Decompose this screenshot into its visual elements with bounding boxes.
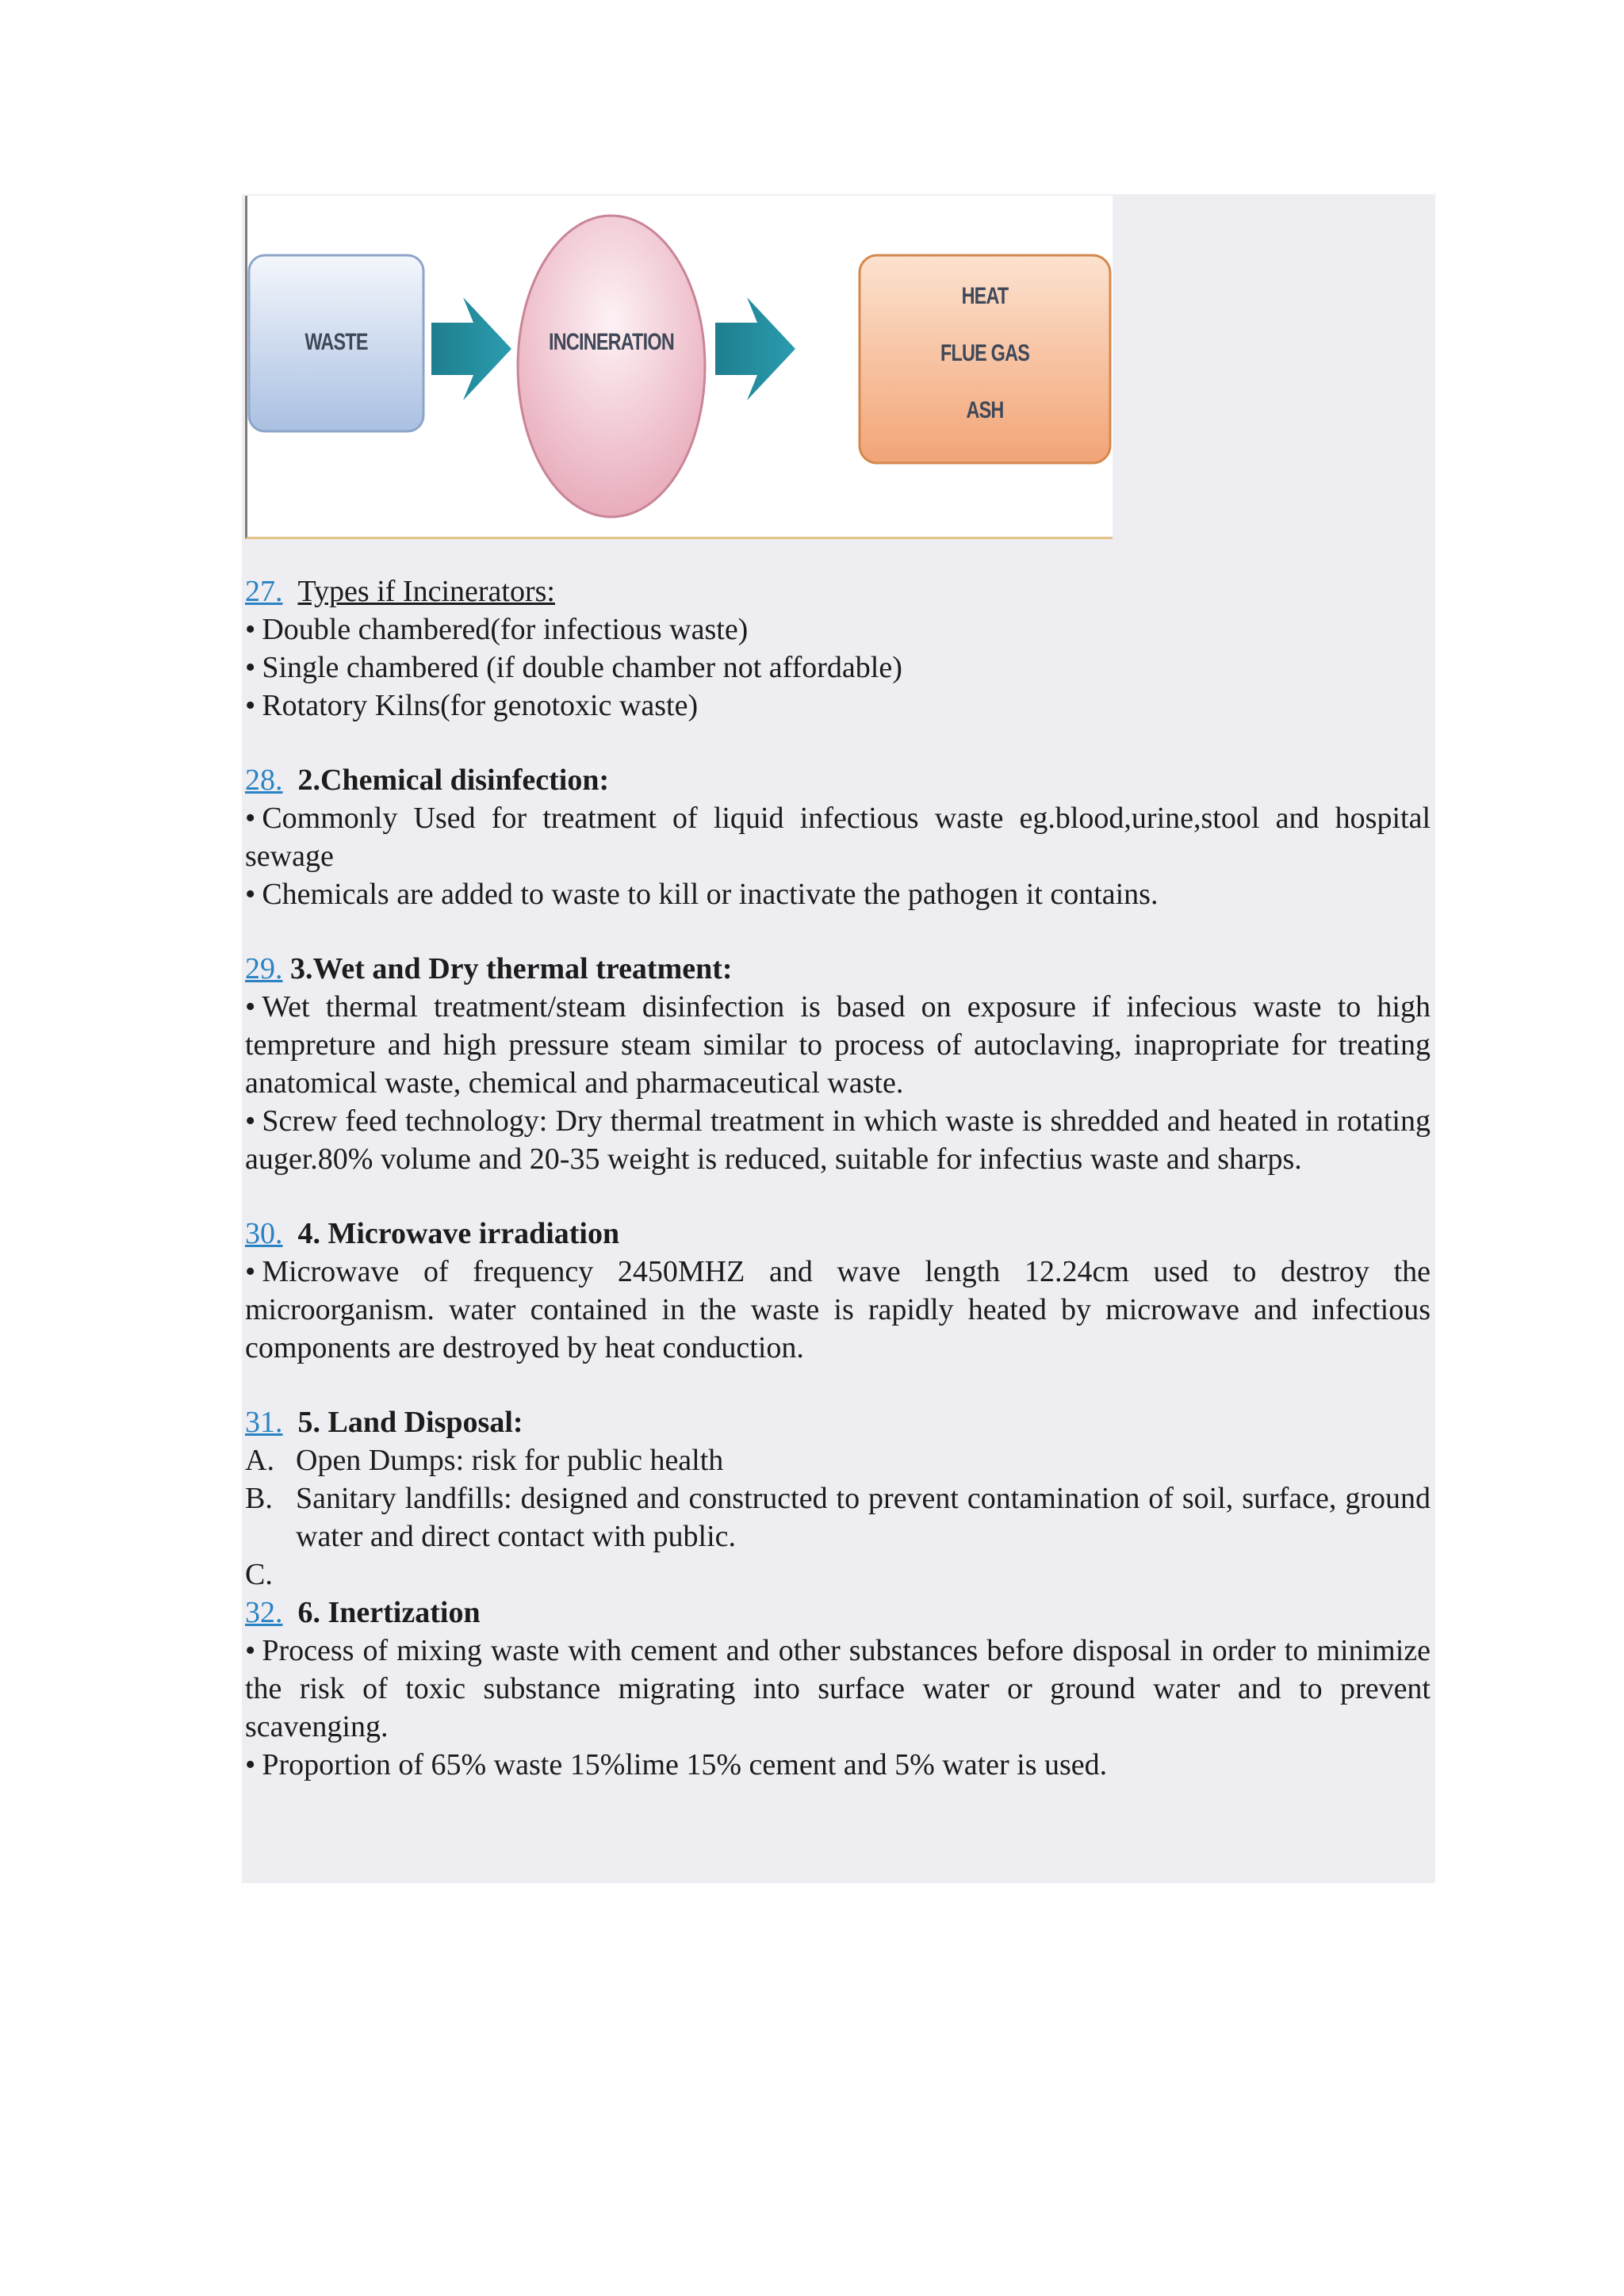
item-text: Sanitary landfills: designed and constructed to prevent contamination of soil, surface, ground water and direct contact with public. <box>296 1482 1431 1553</box>
item-letter: C. <box>245 1558 273 1591</box>
lettered-item <box>245 1441 1431 1479</box>
section-title: 2.Chemical disinfection: <box>297 763 610 797</box>
list-item: • Microwave of frequency 2450MHZ and wave length 12.24cm used to destroy the microorganism. water contained in the waste is rapidly heated by microwave and infectious components are destroyed by heat conduction. <box>245 1253 1431 1367</box>
list-item: • Screw feed technology: Dry thermal treatment in which waste is shredded and heated in rotating auger.80% volume and 20-35 weight is reduced, suitable for infectius waste and sharps. <box>245 1102 1431 1178</box>
item-text: Open Dumps: risk for public health <box>296 1444 724 1477</box>
section-30-heading <box>245 1215 1431 1253</box>
section-number-link[interactable]: 32. <box>245 1596 283 1629</box>
section-31-heading <box>245 1403 1431 1441</box>
waste-label: WASTE <box>304 329 368 355</box>
lettered-item <box>245 1479 1431 1556</box>
ash-label: ASH <box>966 397 1004 423</box>
section-29-heading <box>245 950 1431 988</box>
list-item: • Double chambered(for infectious waste) <box>245 610 1431 649</box>
list-item: • Rotatory Kilns(for genotoxic waste) <box>245 687 1431 725</box>
flue-gas-label: FLUE GAS <box>940 340 1030 366</box>
list-item: • Process of mixing waste with cement and other substances before disposal in order to minimize the risk of toxic substance migrating into surface water or ground water and to prevent scavenging. <box>245 1632 1431 1746</box>
section-number-link[interactable]: 29. <box>245 952 283 985</box>
item-letter: B. <box>245 1482 273 1515</box>
incineration-diagram <box>245 196 1113 539</box>
list-item: • Chemicals are added to waste to kill or inactivate the pathogen it contains. <box>245 875 1431 913</box>
section-title: Types if Incinerators: <box>297 575 555 608</box>
list-item: • Commonly Used for treatment of liquid infectious waste eg.blood,urine,stool and hospital sewage <box>245 799 1431 875</box>
item-letter: A. <box>245 1444 274 1477</box>
section-title: 3.Wet and Dry thermal treatment: <box>290 952 733 985</box>
section-title: 5. Land Disposal: <box>297 1406 523 1439</box>
list-item: • Wet thermal treatment/steam disinfection is based on exposure if infecious waste to high tempreture and high pressure steam similar to process of autoclaving, inapropriate for treating anatomical waste, chemical and pharmaceutical waste. <box>245 988 1431 1102</box>
document-text <box>245 572 1431 1784</box>
arrow-1 <box>431 297 511 400</box>
heat-label: HEAT <box>961 283 1009 309</box>
list-item: • Proportion of 65% waste 15%lime 15% cement and 5% water is used. <box>245 1746 1431 1784</box>
section-27-heading <box>245 572 1431 610</box>
item-text <box>296 1556 1431 1594</box>
section-32-heading <box>245 1594 1431 1632</box>
incineration-circle <box>518 216 705 517</box>
section-number-link[interactable]: 30. <box>245 1217 283 1250</box>
incineration-label: INCINERATION <box>549 329 674 355</box>
section-28-heading <box>245 761 1431 799</box>
section-number-link[interactable]: 28. <box>245 763 283 797</box>
section-title: 6. Inertization <box>297 1596 481 1629</box>
section-title: 4. Microwave irradiation <box>297 1217 620 1250</box>
list-item: • Single chambered (if double chamber not affordable) <box>245 649 1431 687</box>
diagram-graphics <box>247 196 1113 539</box>
arrow-2 <box>715 297 795 400</box>
section-number-link[interactable]: 27. <box>245 575 283 608</box>
section-number-link[interactable]: 31. <box>245 1406 283 1439</box>
lettered-item <box>245 1556 1431 1594</box>
